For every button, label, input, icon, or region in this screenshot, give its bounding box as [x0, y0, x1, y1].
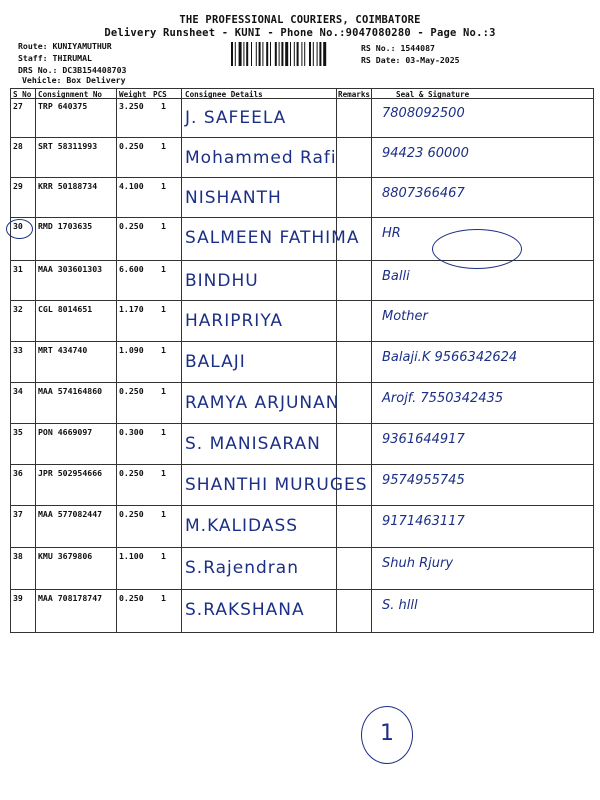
stamp-circle-row30 [432, 229, 522, 269]
company-title: THE PROFESSIONAL COURIERS, COIMBATORE [179, 14, 421, 26]
staff-line: Staff: THIRUMAL [18, 53, 92, 63]
table-row [10, 342, 594, 382]
consignment-cell: RMD 1703635 [38, 221, 93, 231]
weight-cell: 1.170 [119, 304, 144, 314]
consignee-handwriting: M.KALIDASS [185, 516, 299, 536]
route-line: Route: KUNIYAMUTHUR [18, 41, 112, 51]
weight-cell: 0.250 [119, 509, 144, 519]
pcs-cell: 1 [161, 304, 166, 314]
signature-handwriting: Balli [382, 269, 410, 284]
pcs-cell: 1 [161, 221, 166, 231]
weight-cell: 6.600 [119, 264, 144, 274]
consignee-handwriting: SHANTHI MURUGES [185, 475, 368, 495]
weight-cell: 3.250 [119, 101, 144, 111]
rs-number-line: RS No.: 1544087 [361, 43, 435, 53]
consignment-cell: CGL 8014651 [38, 304, 93, 314]
header-remarks: Remarks [338, 90, 371, 99]
pcs-cell: 1 [161, 551, 166, 561]
table-row [10, 590, 594, 630]
consignee-handwriting: BALAJI [185, 352, 246, 372]
consignee-handwriting: J. SAFEELA [185, 108, 287, 128]
consignment-cell: KRR 50188734 [38, 181, 98, 191]
sno-cell: 31 [13, 264, 23, 274]
weight-cell: 1.100 [119, 551, 144, 561]
sno-cell: 33 [13, 345, 23, 355]
table-row [10, 261, 594, 301]
signature-handwriting: 8807366467 [382, 186, 465, 201]
table-row [10, 98, 594, 138]
header-consignment: Consignment No [38, 90, 103, 99]
weight-cell: 0.250 [119, 468, 144, 478]
consignee-handwriting: HARIPRIYA [185, 311, 284, 331]
table-row [10, 138, 594, 178]
pcs-cell: 1 [161, 593, 166, 603]
consignee-handwriting: S. MANISARAN [185, 434, 321, 454]
table-row [10, 383, 594, 423]
sno-cell: 39 [13, 593, 23, 603]
consignment-cell: PON 4669097 [38, 427, 93, 437]
consignment-cell: MAA 708178747 [38, 593, 103, 603]
table-border-bottom [10, 632, 594, 633]
sno-cell: 35 [13, 427, 23, 437]
table-border-top [10, 88, 594, 89]
sno-cell: 28 [13, 141, 23, 151]
signature-handwriting: Mother [382, 309, 428, 324]
weight-cell: 0.250 [119, 593, 144, 603]
sno-cell: 37 [13, 509, 23, 519]
signature-handwriting: 9361644917 [382, 432, 465, 447]
consignee-handwriting: SALMEEN FATHIMA [185, 228, 360, 248]
signature-handwriting: Arojf. 7550342435 [382, 391, 504, 406]
header-consignee: Consignee Details [185, 90, 263, 99]
consignment-cell: MAA 574164860 [38, 386, 103, 396]
sno-cell: 29 [13, 181, 23, 191]
table-row [10, 465, 594, 505]
sno-cell: 38 [13, 551, 23, 561]
signature-handwriting: 94423 60000 [382, 146, 469, 161]
consignment-cell: TRP 640375 [38, 101, 88, 111]
consignment-cell: MAA 303601303 [38, 264, 103, 274]
circle-mark-row30 [6, 219, 33, 239]
signature-handwriting: 9171463117 [382, 514, 465, 529]
rs-date-line: RS Date: 03-May-2025 [361, 55, 460, 65]
barcode [231, 42, 355, 66]
header-seal-signature: Seal & Signature [396, 90, 470, 99]
drs-line: DRS No.: DC3B154408703 [18, 65, 127, 75]
signature-handwriting: Shuh Rjury [382, 556, 454, 571]
pcs-cell: 1 [161, 101, 166, 111]
consignee-handwriting: RAMYA ARJUNAN [185, 393, 340, 413]
pcs-cell: 1 [161, 468, 166, 478]
pcs-cell: 1 [161, 141, 166, 151]
pcs-cell: 1 [161, 264, 166, 274]
page-circle-mark [361, 706, 413, 764]
weight-cell: 1.090 [119, 345, 144, 355]
consignee-handwriting: BINDHU [185, 271, 259, 291]
consignee-handwriting: S.Rajendran [185, 558, 299, 578]
consignment-cell: JPR 502954666 [38, 468, 103, 478]
header-weight: Weight [119, 90, 147, 99]
sno-cell: 36 [13, 468, 23, 478]
signature-handwriting: Balaji.K 9566342624 [382, 350, 518, 365]
consignee-handwriting: Mohammed Rafi [185, 148, 337, 168]
signature-handwriting: 9574955745 [382, 473, 465, 488]
table-row [10, 301, 594, 341]
table-row [10, 506, 594, 546]
sno-cell: 34 [13, 386, 23, 396]
weight-cell: 0.250 [119, 221, 144, 231]
signature-handwriting: 7808092500 [382, 106, 465, 121]
pcs-cell: 1 [161, 509, 166, 519]
sno-cell: 27 [13, 101, 23, 111]
sno-cell: 30 [13, 221, 23, 231]
weight-cell: 0.250 [119, 141, 144, 151]
pcs-cell: 1 [161, 181, 166, 191]
page-mark-text: 1 [380, 721, 394, 746]
pcs-cell: 1 [161, 386, 166, 396]
table-row [10, 548, 594, 588]
pcs-cell: 1 [161, 427, 166, 437]
consignee-handwriting: S.RAKSHANA [185, 600, 305, 620]
consignee-handwriting: NISHANTH [185, 188, 282, 208]
consignment-cell: MRT 434740 [38, 345, 88, 355]
header-sno: S No [13, 90, 32, 99]
consignment-cell: MAA 577082447 [38, 509, 103, 519]
table-row [10, 424, 594, 464]
pcs-cell: 1 [161, 345, 166, 355]
weight-cell: 4.100 [119, 181, 144, 191]
consignment-cell: SRT 58311993 [38, 141, 98, 151]
weight-cell: 0.250 [119, 386, 144, 396]
weight-cell: 0.300 [119, 427, 144, 437]
vehicle-line: Vehicle: Box Delivery [22, 75, 126, 85]
table-row [10, 178, 594, 218]
runsheet-subtitle: Delivery Runsheet - KUNI - Phone No.:9047080280 - Page No.:3 [104, 27, 496, 39]
sno-cell: 32 [13, 304, 23, 314]
consignment-cell: KMU 3679806 [38, 551, 93, 561]
signature-handwriting: S. hlll [382, 598, 418, 613]
header-pcs: PCS [153, 90, 167, 99]
signature-handwriting: HR [382, 226, 401, 241]
